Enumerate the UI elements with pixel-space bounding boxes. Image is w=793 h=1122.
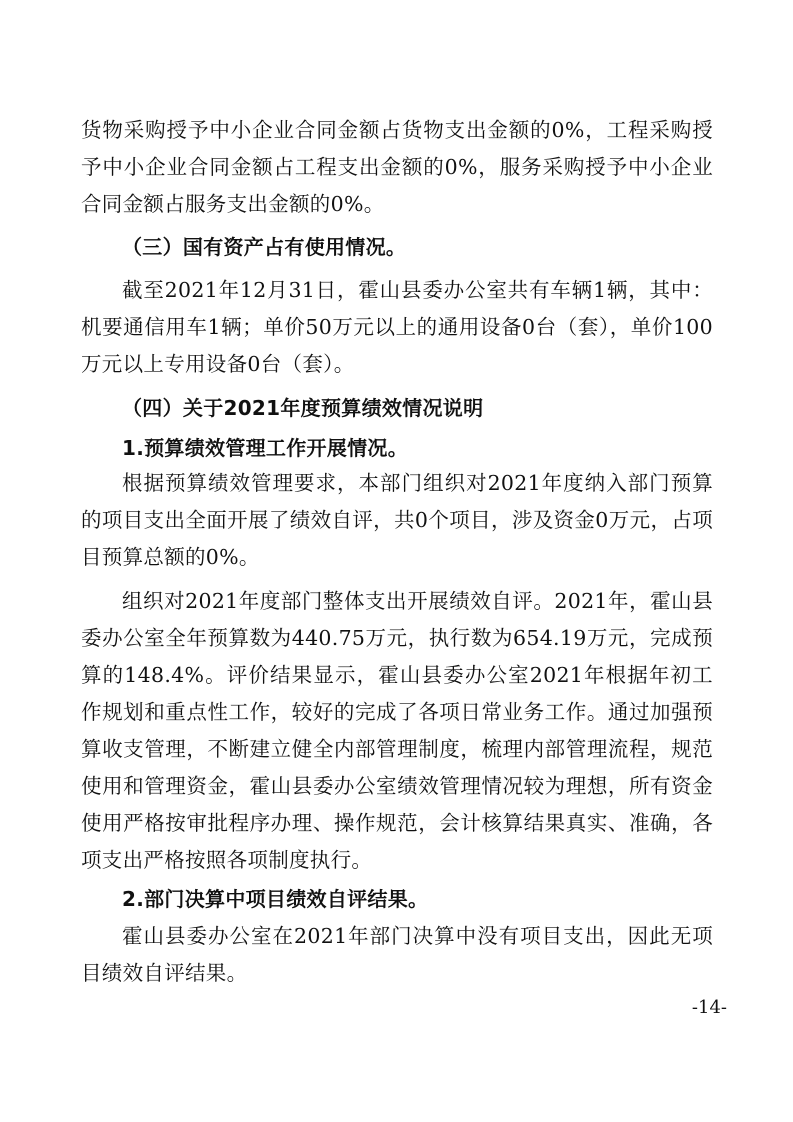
heading-performance-2021: （四）关于2021年度预算绩效情况说明 — [122, 396, 484, 420]
heading-project-evaluation: 2.部门决算中项目绩效自评结果。 — [122, 887, 429, 911]
paragraph-procurement-continued: 货物采购授予中小企业合同金额占货物支出金额的0%，工程采购授予中小企业合同金额占工程支出金额的0%，服务采购授予中小企业合同金额占服务支出金额的0%。 — [81, 118, 713, 216]
paragraph-overall-evaluation: 组织对2021年度部门整体支出开展绩效自评。2021年，霍山县委办公室全年预算数为440.75万元，执行数为654.19万元，完成预算的148.4%。评价结果显示，霍山县委办公室2021年根据年初工作规划和重点性工作，较好的完成了各项日常业务工作。通过加强预算收支管理，不断建立健全内部管理制度，梳理内部管理流程，规范使用和管理资金，霍山县委办公室绩效管理情况较为理想，所有资金使用严格按审批程序办理、操作规范，会计核算结果真实、准确，各项支出严格按照各项制度执行。 — [81, 589, 713, 872]
page-number: -14- — [691, 997, 727, 1018]
heading-state-assets: （三）国有资产占有使用情况。 — [122, 235, 407, 259]
paragraph-performance-management: 根据预算绩效管理要求，本部门组织对2021年度纳入部门预算的项目支出全面开展了绩效自评，共0个项目，涉及资金0万元，占项目预算总额的0%。 — [81, 471, 713, 569]
paragraph-state-assets: 截至2021年12月31日，霍山县委办公室共有车辆1辆，其中：机要通信用车1辆；单价50万元以上的通用设备0台（套），单价100万元以上专用设备0台（套）。 — [81, 278, 713, 376]
paragraph-project-evaluation: 霍山县委办公室在2021年部门决算中没有项目支出，因此无项目绩效自评结果。 — [81, 924, 713, 985]
heading-performance-management: 1.预算绩效管理工作开展情况。 — [122, 436, 409, 460]
